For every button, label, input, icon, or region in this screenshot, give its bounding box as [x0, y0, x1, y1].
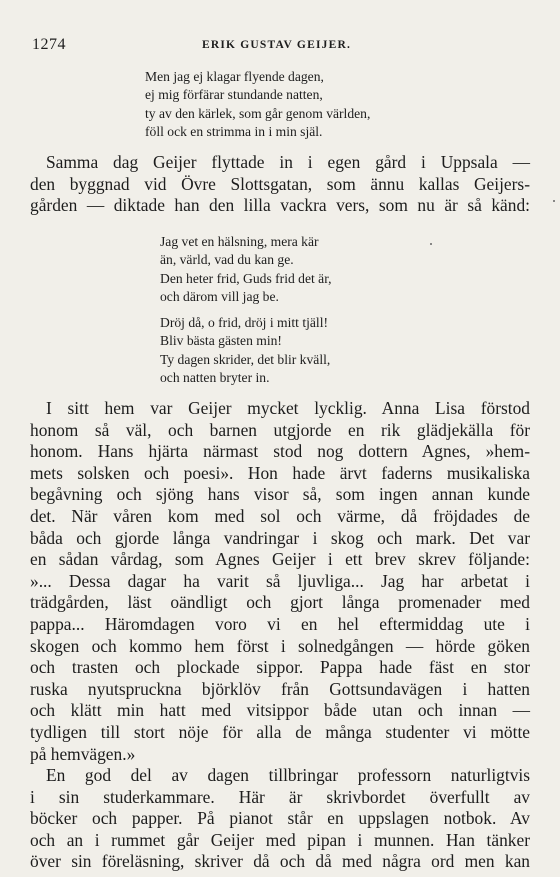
verse-line: Ty dagen skrider, det blir kväll, [160, 351, 331, 367]
text-line: »... Dessa dagar ha varit så ljuvliga... Jag har arbetat i [30, 570, 530, 591]
verse-line: Men jag ej klagar flyende dagen, [145, 69, 324, 84]
running-title: ERIK GUSTAV GEIJER. [202, 39, 352, 51]
text-line: skogen och kommo hem först i solnedgången — hörde göken [30, 635, 530, 656]
text-line: En god del av dagen tillbringar professorn naturligtvis [46, 765, 530, 786]
paragraph-1 [30, 152, 530, 217]
text-line: i sin studerkammare. Här är skrivbordet överfullt av [30, 786, 530, 807]
text-line: en sådan vårdag, som Agnes Geijer i ett brev skrev följande: [30, 549, 530, 570]
verse-line: Jag vet en hälsning, mera kär [160, 234, 319, 249]
text-line: båda och gjorde långa vandringar i skog och mark. Det var [30, 527, 530, 548]
text-line: begåvning och sjöng hans visor så, som ingen annan kunde [30, 484, 530, 505]
text-line: böcker och papper. På pianot står en uppslagen notbok. Av [30, 808, 530, 829]
verse-line: föll ock en strimma in i min själ. [145, 123, 323, 139]
verse-line: ej mig förfärar stundande natten, [145, 87, 323, 103]
verse-line: Dröj då, o frid, dröj i mitt tjäll! [160, 315, 329, 330]
verse-line: Bliv bästa gästen min! [160, 333, 282, 349]
verse-line: än, värld, vad du kan ge. [160, 252, 294, 268]
text-line: tydligen till stort nöje för alla de många studenter vi mötte [30, 721, 530, 742]
text-line: trädgården, läst oändligt och gjort långa promenader med [30, 592, 530, 613]
print-speck [430, 243, 432, 245]
text-line: honom så väl, och barnen utgjorde en rik glädjekälla för [30, 419, 530, 440]
verse-stanza-2 [160, 233, 332, 306]
page-number: 1274 [32, 36, 66, 53]
verse-stanza-1 [145, 68, 370, 141]
text-line: ruska nyutspruckna björklöv från Gottsundavägen i hatten [30, 678, 530, 699]
text-line: Samma dag Geijer flyttade in i egen gård i Uppsala — [46, 152, 530, 172]
text-line: det. När våren kom med sol och värme, då fröjdades de [30, 505, 530, 526]
text-line: och klätt min hatt med vitsippor både utan och innan — [30, 700, 530, 721]
print-speck [553, 200, 555, 202]
text-line: och an i rummet går Geijer med pipan i munnen. Han tänker [30, 829, 530, 850]
text-line: på hemvägen.» [30, 743, 136, 764]
text-line: gården — diktade han den lilla vackra vers, som nu är så känd: [30, 195, 530, 216]
text-line: honom. Hans hjärta närmast stod nog dottern Agnes, »hem- [30, 441, 530, 462]
verse-line: ty av den kärlek, som går genom världen, [145, 105, 371, 121]
text-line: mets solsken och poesi». Hon hade ärvt faderns musikaliska [30, 462, 530, 483]
text-line: pappa... Häromdagen voro vi en hel eftermiddag ute i [30, 613, 530, 634]
text-line: över sin föreläsning, skriver då och då med några ord men kan [30, 851, 530, 872]
text-line: I sitt hem var Geijer mycket lycklig. Anna Lisa förstod [46, 398, 530, 418]
verse-stanza-3 [160, 314, 330, 387]
verse-line: och natten bryter in. [160, 369, 270, 385]
verse-line: Den heter frid, Guds frid det är, [160, 270, 332, 286]
text-line: och trasten och plockade sippor. Pappa hade fäst en stor [30, 657, 530, 678]
paragraph-2 [30, 398, 530, 873]
page-header [32, 36, 532, 56]
verse-line: och därom vill jag be. [160, 288, 279, 304]
text-line: den byggnad vid Övre Slottsgatan, som ännu kallas Geijers- [30, 173, 530, 194]
